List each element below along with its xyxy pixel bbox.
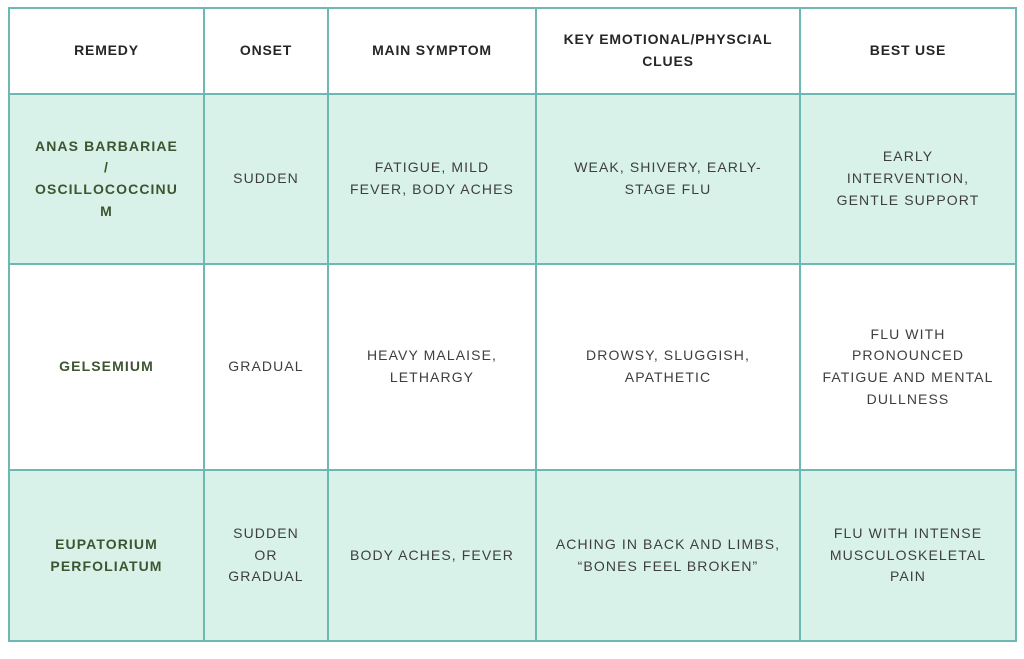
cell-main-symptom: FATIGUE, MILD FEVER, BODY ACHES <box>328 94 536 264</box>
cell-best-use: FLU WITH INTENSE MUSCULOSKELETAL PAIN <box>800 470 1016 641</box>
cell-best-use: EARLY INTERVENTION, GENTLE SUPPORT <box>800 94 1016 264</box>
remedy-comparison-table <box>8 7 1017 642</box>
header-row <box>9 8 1016 94</box>
column-header-onset: ONSET <box>204 8 328 94</box>
cell-main-symptom: BODY ACHES, FEVER <box>328 470 536 641</box>
column-header-remedy: REMEDY <box>9 8 204 94</box>
table-row <box>9 94 1016 264</box>
cell-clues: WEAK, SHIVERY, EARLY-STAGE FLU <box>536 94 800 264</box>
column-header-clues: KEY EMOTIONAL/PHYSCIAL CLUES <box>536 8 800 94</box>
cell-clues: ACHING IN BACK AND LIMBS, “BONES FEEL BROKEN” <box>536 470 800 641</box>
cell-remedy: GELSEMIUM <box>9 264 204 470</box>
cell-onset: SUDDEN OR GRADUAL <box>204 470 328 641</box>
cell-main-symptom: HEAVY MALAISE, LETHARGY <box>328 264 536 470</box>
cell-remedy: EUPATORIUM PERFOLIATUM <box>9 470 204 641</box>
cell-clues: DROWSY, SLUGGISH, APATHETIC <box>536 264 800 470</box>
remedy-comparison-table-wrap <box>8 7 1016 642</box>
cell-best-use: FLU WITH PRONOUNCED FATIGUE AND MENTAL DULLNESS <box>800 264 1016 470</box>
table-row <box>9 470 1016 641</box>
column-header-main-symptom: MAIN SYMPTOM <box>328 8 536 94</box>
column-header-best-use: BEST USE <box>800 8 1016 94</box>
table-row <box>9 264 1016 470</box>
cell-remedy: ANAS BARBARIAE / OSCILLOCOCCINUM <box>9 94 204 264</box>
cell-onset: GRADUAL <box>204 264 328 470</box>
cell-onset: SUDDEN <box>204 94 328 264</box>
